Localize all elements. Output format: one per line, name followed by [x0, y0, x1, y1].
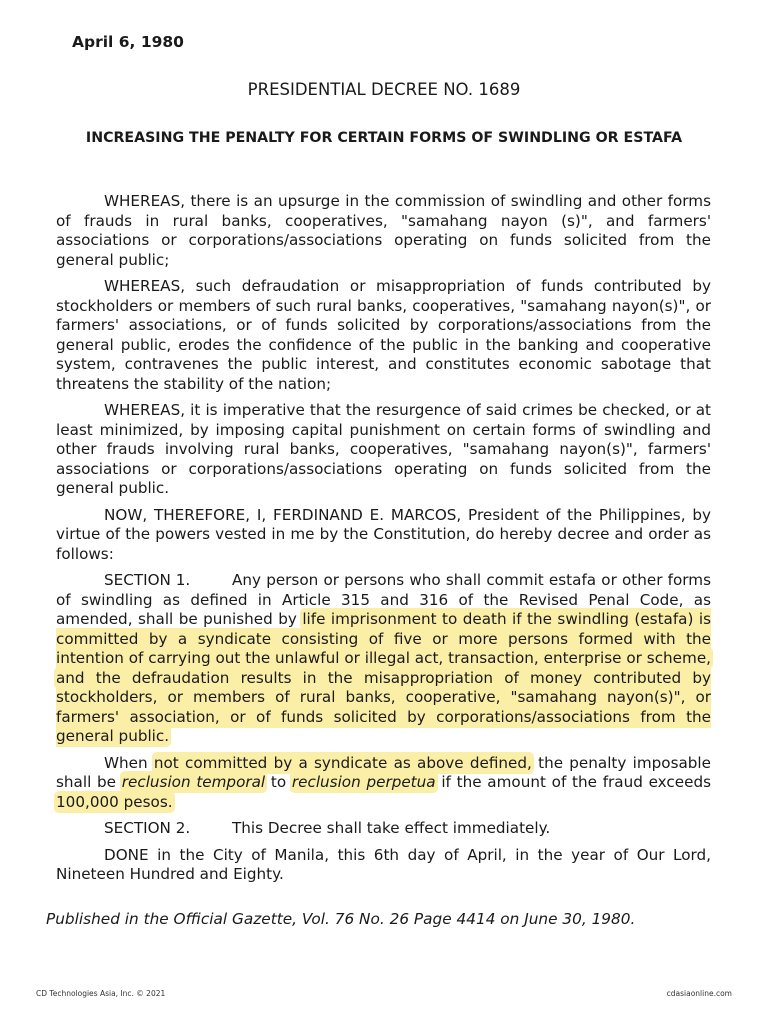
section-2-label: SECTION 2.	[104, 819, 191, 837]
now-therefore-clause: NOW, THEREFORE, I, FERDINAND E. MARCOS, President of the Philippines, by virtue of the powers vested in me by the Constitution, do hereby decree and order as follows:	[56, 505, 711, 563]
whereas-clause-2: WHEREAS, such defraudation or misappropriation of funds contributed by stockholders or members of such rural banks, cooperatives, "samahang nayon(s)", or farmers' associations, or of funds solicited by corporations/associations from the general public, erodes the confidence of the public in the banking and cooperative system, contravenes the public interest, and constitutes economic sabotage that threatens the stability of the nation;	[56, 277, 711, 393]
when-text-3: to	[265, 773, 292, 791]
highlight-reclusion-temporal: reclusion temporal	[121, 773, 266, 791]
highlight-not-syndicate: not committed by a syndicate as above defined,	[153, 753, 532, 772]
footer-website: cdasiaonline.com	[666, 989, 732, 998]
section-2-text: This Decree shall take effect immediately.	[232, 819, 551, 837]
when-text-4: if the amount of the fraud exceeds	[435, 773, 711, 791]
section-1	[56, 571, 711, 747]
highlight-amount: 100,000 pesos.	[56, 792, 173, 811]
done-clause: DONE in the City of Manila, this 6th day of April, in the year of Our Lord, Nineteen Hundred and Eighty.	[56, 845, 711, 883]
decree-body	[56, 192, 711, 892]
whereas-clause-1: WHEREAS, there is an upsurge in the commission of swindling and other forms of frauds in rural banks, cooperatives, "samahang nayon (s)", and farmers' associations or corporations/associations operating on funds solicited from the general public;	[56, 192, 711, 269]
section-2	[56, 819, 711, 839]
whereas-clause-3: WHEREAS, it is imperative that the resurgence of said crimes be checked, or at least minimized, by imposing capital punishment on certain forms of swindling and other frauds involving rural banks, cooperatives, "samahang nayon(s)", farmers' associations or corporations/associations operating on funds solicited from the general public.	[56, 401, 711, 497]
decree-number: PRESIDENTIAL DECREE NO. 1689	[247, 80, 521, 99]
document-date: April 6, 1980	[72, 33, 184, 51]
when-text-2: the penalty imposable shall be	[56, 753, 711, 791]
section-1-text: Any person or persons who shall commit estafa or other forms of swindling as defined in Article 315 and 316 of the Revised Penal Code, as amended, shall be punished by	[56, 571, 711, 628]
publication-note: Published in the Official Gazette, Vol. 76 No. 26 Page 4414 on June 30, 1980.	[46, 910, 636, 928]
when-clause	[56, 754, 711, 813]
highlight-reclusion-perpetua: reclusion perpetua	[291, 773, 436, 791]
highlight-penalty: life imprisonment to death if the swindling (estafa) is committed by a syndicate consisting of five or more persons formed with the intention of carrying out the unlawful or illegal act, transaction, enterprise or scheme,	[56, 610, 711, 667]
highlight-defraudation: and the defraudation results in the misappropriation of money contributed by stockholders, or members of rural banks, cooperative, "samahang nayon(s)", or farmers' association, or of funds solicited by corporations/associations from the general public.	[56, 668, 711, 745]
when-text-1: When	[104, 753, 154, 772]
decree-title: INCREASING THE PENALTY FOR CERTAIN FORMS OF SWINDLING OR ESTAFA	[85, 130, 683, 146]
section-1-label: SECTION 1.	[104, 571, 191, 589]
footer-copyright: CD Technologies Asia, Inc. © 2021	[36, 989, 166, 998]
